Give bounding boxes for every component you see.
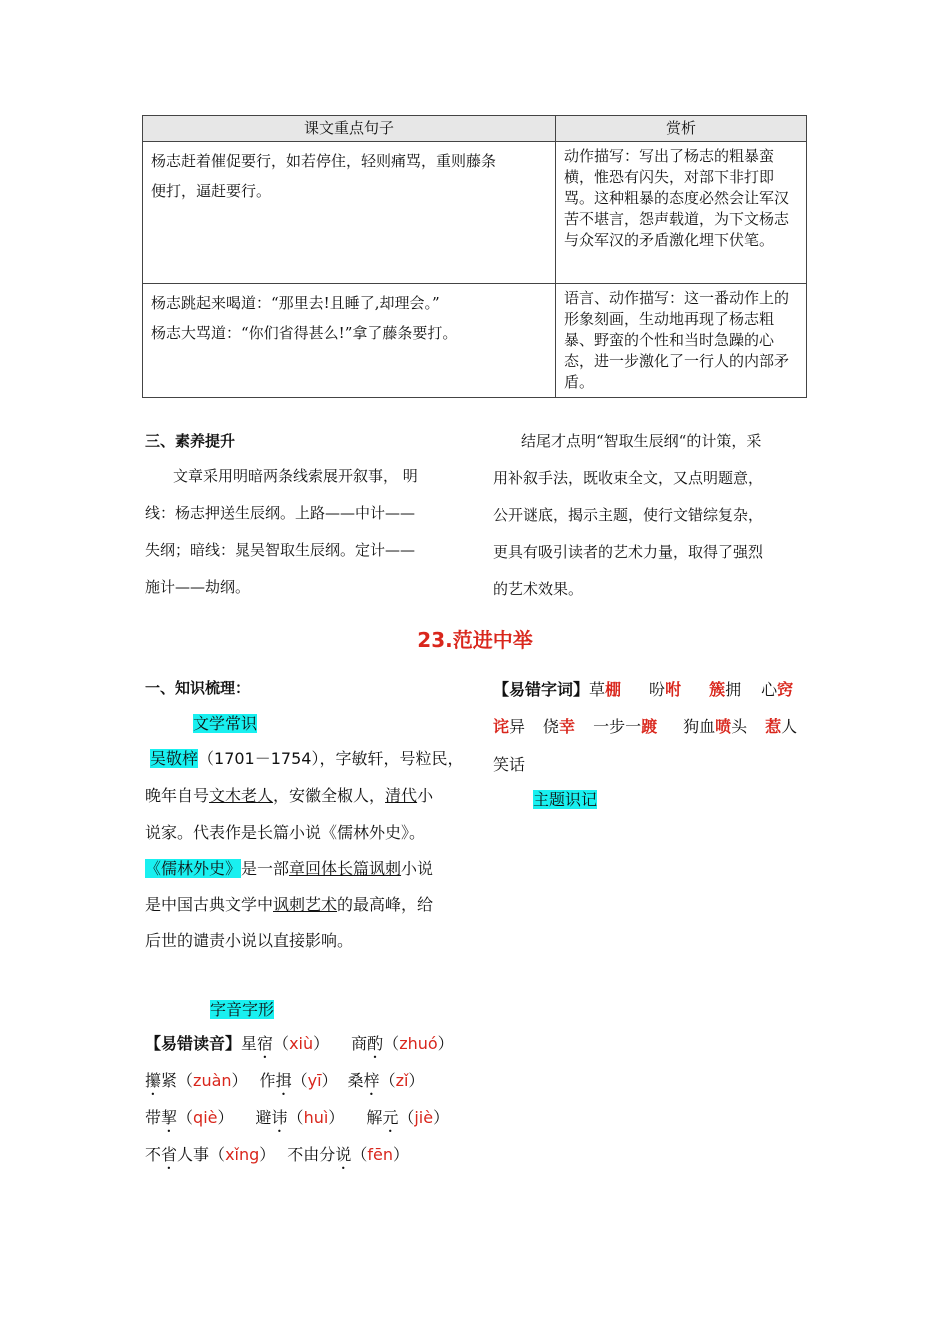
author-info: （1701－1754），字敏轩，号粒民， [198,749,464,768]
sentence-line: 杨志赶着催促要行，如若停住，轻则痛骂，重则藤条 [151,152,497,170]
text-line: 的艺术效果。 [493,580,584,598]
text-line: 更具有吸引读者的艺术力量，取得了强烈 [493,543,764,561]
word-item: 惹人 [765,717,798,736]
underlined-term: 文木老人 [209,786,274,805]
text-fragment: 的最高峰，给 [337,895,434,914]
pron-item: 商酌（zhuó） [351,1034,454,1053]
sentence-line: 便打，逼赶要行。 [151,182,272,200]
text-line: 用补叙手法，既收束全文，又点明题意， [493,469,764,487]
word-item: 簇拥 [709,680,742,699]
word-item: 狗血喷头 [683,717,748,736]
pron-item: 桑梓（zǐ） [347,1071,425,1090]
pron-item: 攥紧（zuàn） [145,1071,248,1090]
pronunciation-line [145,1068,424,1099]
pron-item: 不省人事（xǐng） [145,1145,276,1164]
chapter-title: 23.范进中举 [417,628,533,652]
error-words-heading: 【易错字词】 [493,680,590,699]
section-heading-knowledge: 一、知识梳理： [145,679,251,697]
book-title-highlight: 《儒林外史》 [145,859,242,878]
table-header-sentence: 课文重点句子 [143,116,556,142]
sentence-line: 杨志跳起来喝道：“那里去!且睡了,却理会。” [151,294,440,312]
pron-item: 不由分说（fēn） [287,1145,409,1164]
author-name: 吴敬梓 [150,749,199,768]
error-words-line [493,714,797,737]
section3-left-text [145,458,465,606]
literature-tag: 文学常识 [193,714,258,733]
text-fragment: 小说 [401,859,434,878]
table-row [143,284,807,398]
text-line: 失纲；暗线：晁吴智取生辰纲。定计—— [145,541,416,559]
pronunciation-tag: 字音字形 [210,1000,275,1019]
underlined-term: 讽刺艺术 [273,895,338,914]
word-item: 草棚 [589,680,622,699]
section-heading-improve: 三、素养提升 [145,432,236,450]
text-fragment: 晚年自号 [145,786,210,805]
pron-item: 避讳（huì） [255,1108,345,1127]
text-line: 线：杨志押送生辰纲。上路——中计—— [145,504,416,522]
word-item: 诧异 [493,717,526,736]
text-line: 说家。代表作是长篇小说《儒林外史》。 [145,823,426,842]
table-header-analysis: 赏析 [556,116,807,142]
pron-item: 作揖（yī） [259,1071,338,1090]
text-fragment: 是中国古典文学中 [145,895,274,914]
sentence-line: 杨志大骂道：“你们省得甚么!”拿了藤条要打。 [151,324,458,342]
underlined-term: 清代 [385,786,418,805]
text-fragment: 是一部 [241,859,290,878]
text-line: 后世的谴责小说以直接影响。 [145,931,354,950]
theme-tag: 主题识记 [533,790,598,809]
error-words-line [493,677,793,700]
pron-item: 星宿（xiù） [241,1034,330,1053]
pronunciation-heading: 【易错读音】 [145,1034,242,1053]
word-item: 笑话 [493,755,526,774]
text-line: 结尾才点明“智取生辰纲“的计策，采 [521,432,762,450]
text-fragment: ，安徽全椒人， [273,786,386,805]
word-item: 吩咐 [649,680,682,699]
underlined-term: 章回体长篇讽刺 [289,859,402,878]
text-line: 施计——劫纲。 [145,578,251,596]
analysis-cell: 动作描写：写出了杨志的粗暴蛮横，惟恐有闪失，对部下非打即骂。这种粗暴的态度必然会让军汉苦不堪言，怨声载道，为下文杨志与众军汉的矛盾激化埋下伏笔。 [556,142,807,284]
text-line: 文章采用明暗两条线索展开叙事， 明 [173,467,418,485]
pron-item: 解元（jiè） [366,1108,450,1127]
text-line [145,783,433,806]
text-line: 公开谜底，揭示主题，使行文错综复杂， [493,506,764,524]
text-line [145,892,433,915]
text-line [145,856,433,879]
word-item: 心窍 [761,680,794,699]
word-item: 一步一踱 [593,717,658,736]
author-line [150,746,463,769]
table-row [143,142,807,284]
section3-right-text [493,423,813,608]
pronunciation-line [145,1142,409,1173]
word-item: 侥幸 [543,717,576,736]
analysis-cell: 语言、动作描写：这一番动作上的形象刻画，生动地再现了杨志粗暴、野蛮的个性和当时急躁的心态，进一步激化了一行人的内部矛盾。 [556,284,807,398]
text-fragment: 小 [417,786,434,805]
key-sentence-table [142,115,807,398]
pronunciation-line [145,1105,449,1136]
pronunciation-line [145,1031,454,1062]
pron-item: 带挈（qiè） [145,1108,234,1127]
